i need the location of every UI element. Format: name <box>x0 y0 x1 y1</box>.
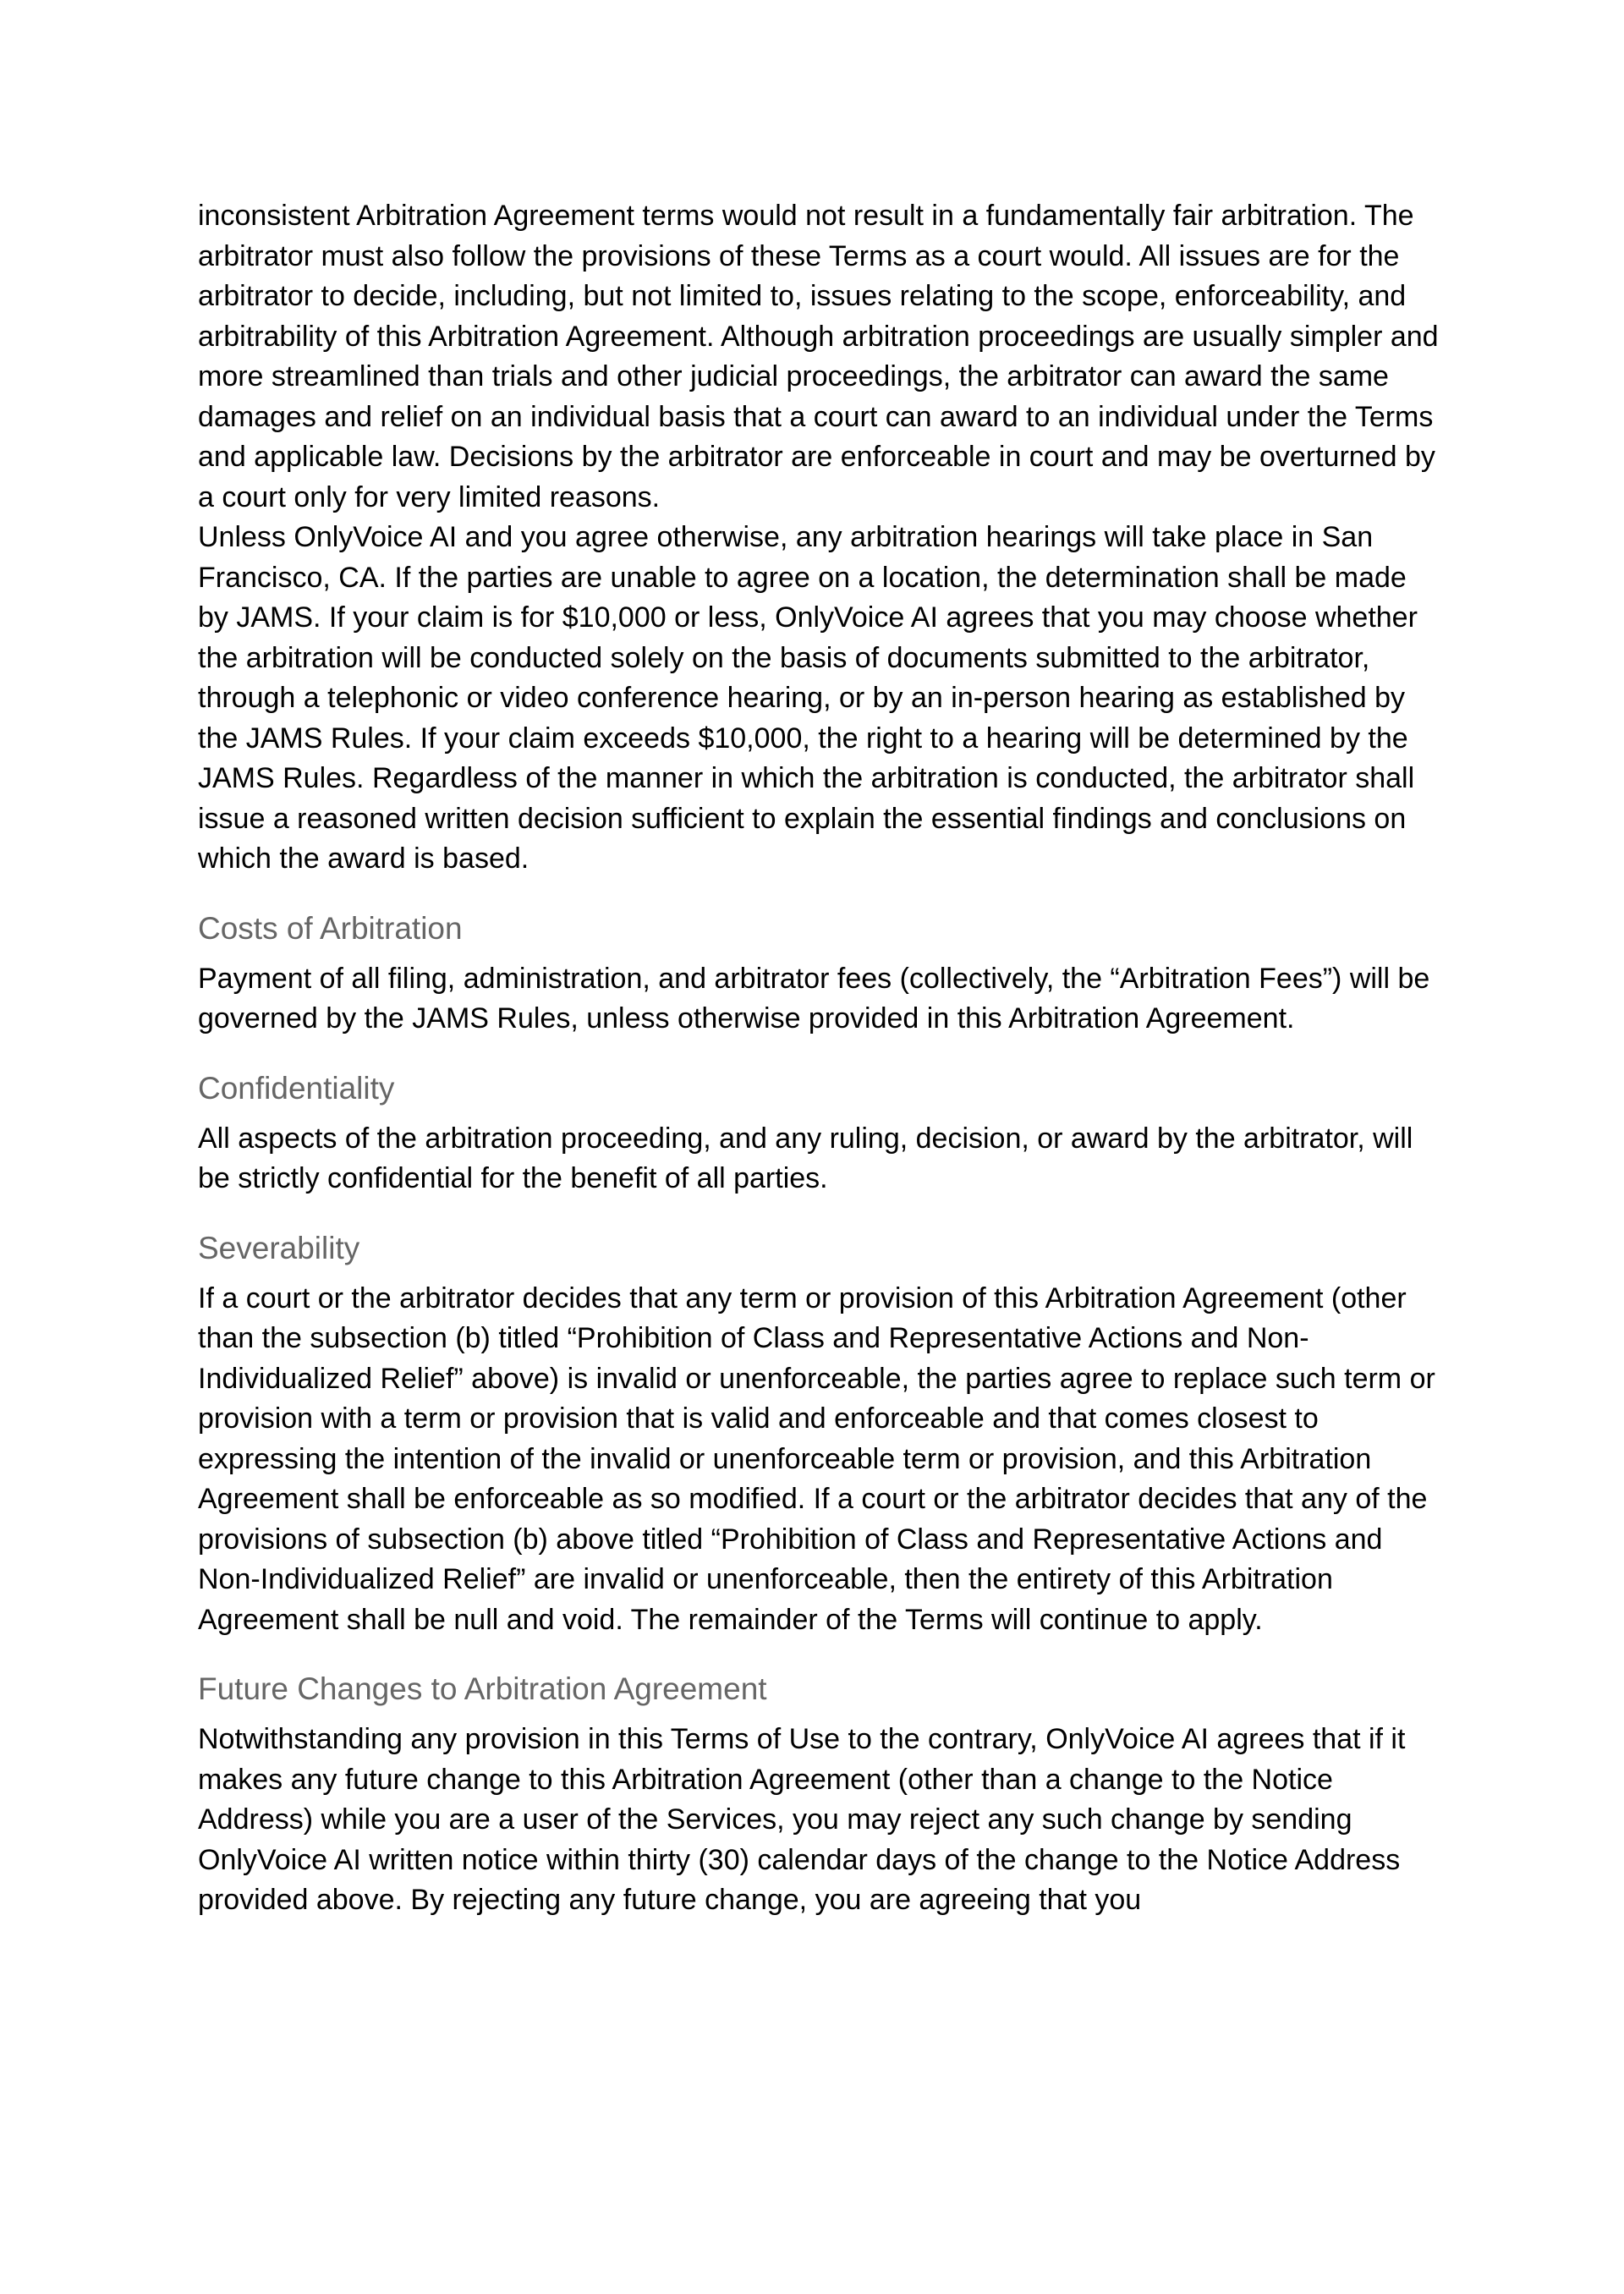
paragraph-future-changes: Notwithstanding any provision in this Terms of Use to the contrary, OnlyVoice AI agrees that if it makes any future change to this Arbitration Agreement (other than a change to the Notice Address) while you are a user of the Services, you may reject any such change by sending OnlyVoice AI written notice within thirty (30) calendar days of the change to the Notice Address provided above. By rejecting any future change, you are agreeing that you <box>198 1723 1406 1916</box>
document-page <box>198 196 1441 1921</box>
heading-confidentiality: Confidentiality <box>198 1070 395 1106</box>
paragraph-severability: If a court or the arbitrator decides that any term or provision of this Arbitration Agreement (other than the subsection (b) titled “Prohibition of Class and Representative Actions and Non-Individualized Relief” above) is invalid or unenforceable, the parties agree to replace such term or provision with a term or provision that is valid and enforceable and that comes closest to expressing the intention of the invalid or unenforceable term or provision, and this Arbitration Agreement shall be enforceable as so modified. If a court or the arbitrator decides that any of the provisions of subsection (b) above titled “Prohibition of Class and Representative Actions and Non-Individualized Relief” are invalid or unenforceable, then the entirety of this Arbitration Agreement shall be null and void. The remainder of the Terms will continue to apply. <box>198 1281 1435 1636</box>
paragraph-hearing-location: Unless OnlyVoice AI and you agree otherwise, any arbitration hearings will take place in San Francisco, CA. If the parties are unable to agree on a location, the determination shall be made by JAMS. If your claim is for $10,000 or less, OnlyVoice AI agrees that you may choose whether the arbitration will be conducted solely on the basis of documents submitted to the arbitrator, through a telephonic or video conference hearing, or by an in-person hearing as established by the JAMS Rules. If your claim exceeds $10,000, the right to a hearing will be determined by the JAMS Rules. Regardless of the manner in which the arbitration is conducted, the arbitrator shall issue a reasoned written decision sufficient to explain the essential findings and conclusions on which the award is based. <box>198 521 1418 875</box>
heading-severability: Severability <box>198 1230 360 1265</box>
paragraph-costs-of-arbitration: Payment of all filing, administration, and arbitrator fees (collectively, the “Arbitration Fees”) will be governed by the JAMS Rules, unless otherwise provided in this Arbitration Agreement. <box>198 962 1430 1034</box>
paragraph-arbitration-rules: inconsistent Arbitration Agreement terms would not result in a fundamentally fair arbitration. The arbitrator must also follow the provisions of these Terms as a court would. All issues are for the arbitrator to decide, including, but not limited to, issues relating to the scope, enforceability, and arbitrability of this Arbitration Agreement. Although arbitration proceedings are usually simpler and more streamlined than trials and other judicial proceedings, the arbitrator can award the same damages and relief on an individual basis that a court can award to an individual under the Terms and applicable law. Decisions by the arbitrator are enforceable in court and may be overturned by a court only for very limited reasons. <box>198 200 1439 513</box>
paragraph-confidentiality: All aspects of the arbitration proceeding, and any ruling, decision, or award by the arbitrator, will be strictly confidential for the benefit of all parties. <box>198 1122 1413 1194</box>
heading-costs-of-arbitration: Costs of Arbitration <box>198 910 463 946</box>
heading-future-changes: Future Changes to Arbitration Agreement <box>198 1671 767 1706</box>
